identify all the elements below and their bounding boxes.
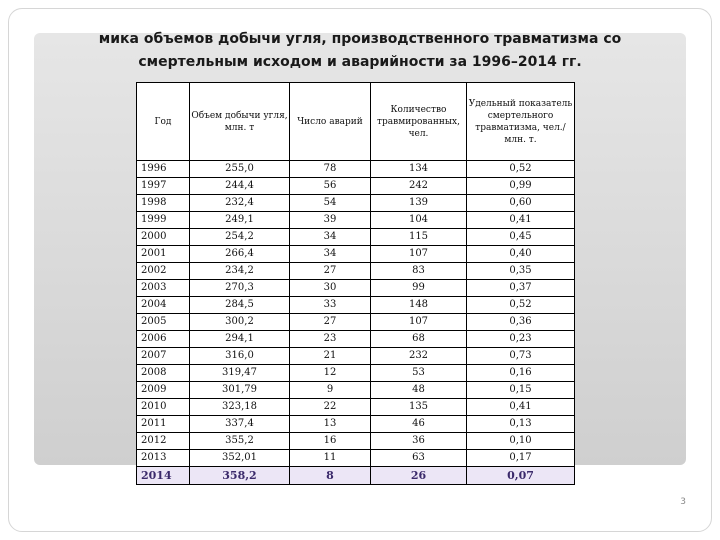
- injured-cell: 134: [371, 161, 467, 178]
- injured-cell: 139: [371, 195, 467, 212]
- table-row: [137, 365, 575, 382]
- fatality-rate-cell: 0,23: [467, 331, 575, 348]
- table-row: [137, 382, 575, 399]
- injured-cell: 53: [371, 365, 467, 382]
- table-row: [137, 450, 575, 467]
- fatality-rate-cell: 0,13: [467, 416, 575, 433]
- accidents-cell: 33: [290, 297, 371, 314]
- coal-output-cell: 270,3: [190, 280, 290, 297]
- slide-title-line-1: мика объемов добычи угля, производственного травматизма со: [98, 31, 622, 47]
- header-coal-output: Объем добычи угля, млн. т: [190, 83, 290, 161]
- injured-cell: 68: [371, 331, 467, 348]
- year-cell: 2011: [137, 416, 190, 433]
- coal-output-cell: 284,5: [190, 297, 290, 314]
- table-row: [137, 297, 575, 314]
- accidents-cell: 13: [290, 416, 371, 433]
- page-number: 3: [680, 497, 686, 507]
- accidents-cell: 34: [290, 246, 371, 263]
- accidents-cell: 34: [290, 229, 371, 246]
- coal-statistics-table: [136, 82, 575, 485]
- header-fatality-rate: Удельный показатель смертельного травматизма, чел./млн. т.: [467, 83, 575, 161]
- fatality-rate-cell: 0,52: [467, 297, 575, 314]
- injured-cell: 46: [371, 416, 467, 433]
- year-cell: 2003: [137, 280, 190, 297]
- coal-output-cell: 266,4: [190, 246, 290, 263]
- year-cell: 2005: [137, 314, 190, 331]
- coal-output-cell: 255,0: [190, 161, 290, 178]
- injured-cell: 63: [371, 450, 467, 467]
- injured-cell: 26: [371, 467, 467, 485]
- fatality-rate-cell: 0,73: [467, 348, 575, 365]
- header-year: Год: [137, 83, 190, 161]
- coal-output-cell: 294,1: [190, 331, 290, 348]
- coal-output-cell: 319,47: [190, 365, 290, 382]
- year-cell: 2000: [137, 229, 190, 246]
- fatality-rate-cell: 0,17: [467, 450, 575, 467]
- fatality-rate-cell: 0,36: [467, 314, 575, 331]
- year-cell: 2013: [137, 450, 190, 467]
- coal-output-cell: 254,2: [190, 229, 290, 246]
- injured-cell: 242: [371, 178, 467, 195]
- injured-cell: 232: [371, 348, 467, 365]
- coal-output-cell: 358,2: [190, 467, 290, 485]
- coal-output-cell: 316,0: [190, 348, 290, 365]
- year-cell: 1997: [137, 178, 190, 195]
- accidents-cell: 23: [290, 331, 371, 348]
- year-cell: 2008: [137, 365, 190, 382]
- accidents-cell: 39: [290, 212, 371, 229]
- accidents-cell: 16: [290, 433, 371, 450]
- coal-output-cell: 300,2: [190, 314, 290, 331]
- fatality-rate-cell: 0,99: [467, 178, 575, 195]
- table-row: [137, 229, 575, 246]
- fatality-rate-cell: 0,41: [467, 399, 575, 416]
- table-row: [137, 314, 575, 331]
- year-cell: 2002: [137, 263, 190, 280]
- table-row: [137, 331, 575, 348]
- header-accidents: Число аварий: [290, 83, 371, 161]
- table-row: [137, 399, 575, 416]
- fatality-rate-cell: 0,41: [467, 212, 575, 229]
- table-row: [137, 212, 575, 229]
- fatality-rate-cell: 0,16: [467, 365, 575, 382]
- injured-cell: 83: [371, 263, 467, 280]
- fatality-rate-cell: 0,35: [467, 263, 575, 280]
- accidents-cell: 21: [290, 348, 371, 365]
- fatality-rate-cell: 0,07: [467, 467, 575, 485]
- injured-cell: 135: [371, 399, 467, 416]
- year-cell: 2009: [137, 382, 190, 399]
- coal-output-cell: 232,4: [190, 195, 290, 212]
- accidents-cell: 8: [290, 467, 371, 485]
- accidents-cell: 12: [290, 365, 371, 382]
- year-cell: 2001: [137, 246, 190, 263]
- year-cell: 2010: [137, 399, 190, 416]
- fatality-rate-cell: 0,52: [467, 161, 575, 178]
- year-cell: 2014: [137, 467, 190, 485]
- fatality-rate-cell: 0,15: [467, 382, 575, 399]
- coal-output-cell: 301,79: [190, 382, 290, 399]
- table-row: [137, 246, 575, 263]
- table-row: [137, 467, 575, 485]
- accidents-cell: 27: [290, 314, 371, 331]
- injured-cell: 36: [371, 433, 467, 450]
- fatality-rate-cell: 0,60: [467, 195, 575, 212]
- accidents-cell: 11: [290, 450, 371, 467]
- coal-output-cell: 323,18: [190, 399, 290, 416]
- injured-cell: 148: [371, 297, 467, 314]
- coal-output-cell: 249,1: [190, 212, 290, 229]
- year-cell: 2004: [137, 297, 190, 314]
- fatality-rate-cell: 0,45: [467, 229, 575, 246]
- accidents-cell: 78: [290, 161, 371, 178]
- table-header-row: [137, 83, 575, 161]
- table-row: [137, 178, 575, 195]
- accidents-cell: 30: [290, 280, 371, 297]
- table-row: [137, 433, 575, 450]
- accidents-cell: 56: [290, 178, 371, 195]
- slide-title-line-2: смертельным исходом и аварийности за 1996–2014 гг.: [138, 54, 582, 70]
- year-cell: 1998: [137, 195, 190, 212]
- table-row: [137, 348, 575, 365]
- coal-output-cell: 352,01: [190, 450, 290, 467]
- table-row: [137, 280, 575, 297]
- table-row: [137, 263, 575, 280]
- year-cell: 1999: [137, 212, 190, 229]
- table-row: [137, 416, 575, 433]
- year-cell: 2006: [137, 331, 190, 348]
- injured-cell: 115: [371, 229, 467, 246]
- fatality-rate-cell: 0,10: [467, 433, 575, 450]
- coal-output-cell: 234,2: [190, 263, 290, 280]
- injured-cell: 104: [371, 212, 467, 229]
- injured-cell: 99: [371, 280, 467, 297]
- year-cell: 2012: [137, 433, 190, 450]
- coal-output-cell: 355,2: [190, 433, 290, 450]
- year-cell: 1996: [137, 161, 190, 178]
- coal-output-cell: 244,4: [190, 178, 290, 195]
- accidents-cell: 27: [290, 263, 371, 280]
- injured-cell: 107: [371, 246, 467, 263]
- injured-cell: 107: [371, 314, 467, 331]
- accidents-cell: 54: [290, 195, 371, 212]
- table-row: [137, 195, 575, 212]
- fatality-rate-cell: 0,40: [467, 246, 575, 263]
- table-body: [137, 161, 575, 485]
- fatality-rate-cell: 0,37: [467, 280, 575, 297]
- accidents-cell: 22: [290, 399, 371, 416]
- header-injured: Количество травмированных, чел.: [371, 83, 467, 161]
- accidents-cell: 9: [290, 382, 371, 399]
- table-row: [137, 161, 575, 178]
- year-cell: 2007: [137, 348, 190, 365]
- coal-output-cell: 337,4: [190, 416, 290, 433]
- injured-cell: 48: [371, 382, 467, 399]
